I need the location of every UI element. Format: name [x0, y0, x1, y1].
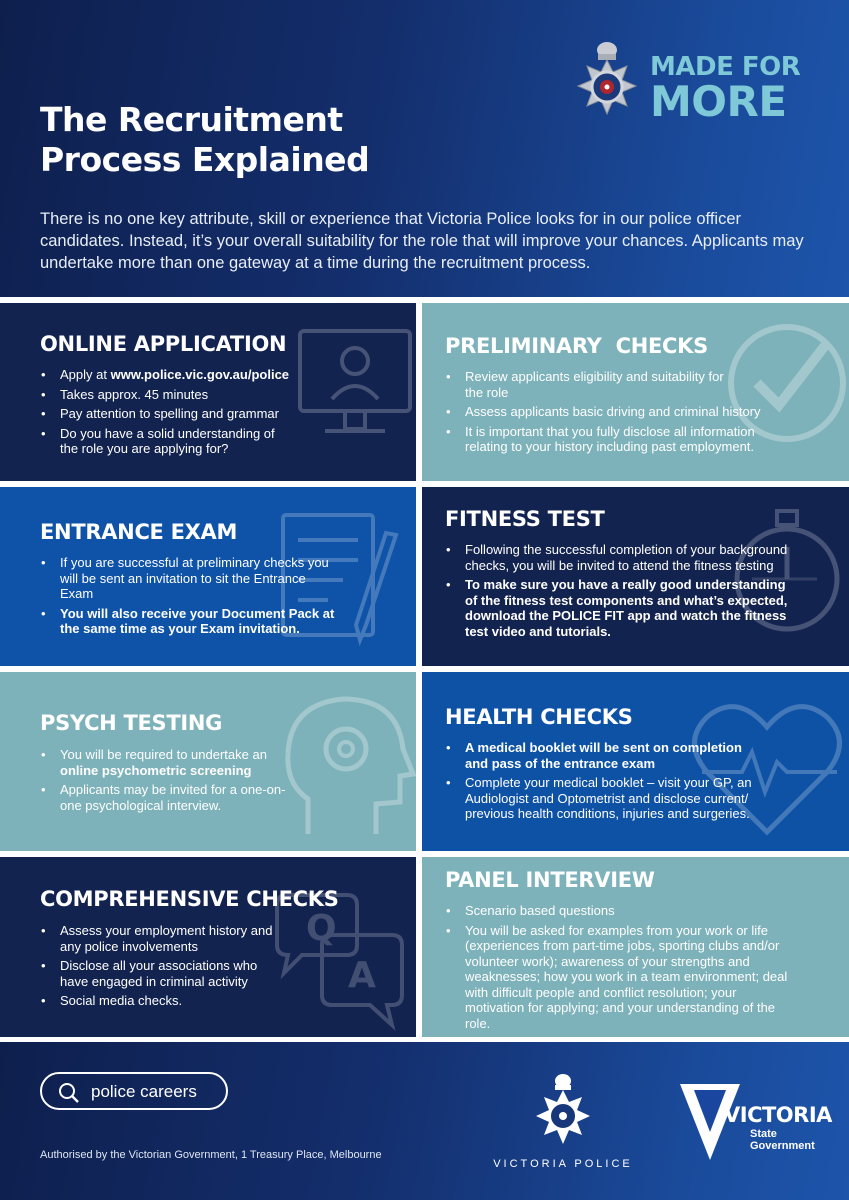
victoria-police-logo — [491, 1072, 635, 1170]
victoria-state-government-logo — [680, 1080, 832, 1180]
section-comprehensive-checks — [0, 857, 416, 1037]
list-item: • Takes approx. 45 minutes — [40, 387, 340, 403]
list-item: • Apply at www.police.vic.gov.au/police — [40, 367, 340, 383]
section-psych-testing — [0, 672, 416, 851]
section-title: PSYCH TESTING — [40, 711, 223, 735]
brand-line-1: MADE FOR — [650, 52, 801, 82]
list-item: • To make sure you have a really good understanding of the fitness test components and what’s expected, download the POLICE FIT app and watch the fitness test video and tutorials. — [445, 577, 795, 639]
footer-banner — [0, 1042, 849, 1200]
section-title: ENTRANCE EXAM — [40, 520, 238, 544]
search-text: police careers — [91, 1082, 197, 1101]
state-government-text: State Government — [750, 1128, 815, 1152]
list-item: • You will be required to undertake an online psychometric screening — [40, 747, 300, 778]
section-list — [445, 369, 790, 459]
made-for-more-logo — [570, 38, 820, 133]
search-pill[interactable] — [40, 1072, 228, 1110]
section-list — [40, 923, 280, 1013]
section-preliminary-checks — [422, 303, 849, 481]
section-title: PRELIMINARY CHECKS — [445, 334, 708, 358]
list-item: • If you are successful at preliminary checks you will be sent an invitation to sit the Entrance Exam — [40, 555, 340, 602]
title-line-2: Process Explained — [40, 140, 370, 179]
section-title: HEALTH CHECKS — [445, 705, 633, 729]
title-line-1: The Recruitment — [40, 100, 343, 139]
page-title — [40, 100, 460, 180]
section-list — [445, 903, 795, 1035]
list-item: • It is important that you fully disclose all information relating to your history including past employment. — [445, 424, 790, 455]
list-item: • Do you have a solid understanding of the role you are applying for? — [40, 426, 280, 457]
brand-text — [650, 52, 801, 126]
list-item: • Complete your medical booklet – visit your GP, an Audiologist and Optometrist and disclose current/ previous health conditions, injuries and surgeries. — [445, 775, 795, 822]
police-badge-icon — [570, 38, 644, 128]
section-title: FITNESS TEST — [445, 507, 605, 531]
section-title: COMPREHENSIVE CHECKS — [40, 887, 339, 911]
brand-line-2: MORE — [650, 77, 787, 126]
section-health-checks — [422, 672, 849, 851]
list-item: • Assess your employment history and any police involvements — [40, 923, 280, 954]
list-item: • Applicants may be invited for a one-on-one psychological interview. — [40, 782, 305, 813]
police-star-badge-icon — [528, 1072, 598, 1152]
list-item: • Social media checks. — [40, 993, 280, 1009]
section-list — [40, 555, 340, 641]
section-fitness-test — [422, 487, 849, 666]
svg-text:Q: Q — [306, 908, 337, 949]
section-list — [40, 747, 320, 817]
victoria-police-label: VICTORIA POLICE — [493, 1158, 633, 1170]
header-banner — [0, 0, 849, 297]
list-item: • Review applicants eligibility and suitability for the role — [445, 369, 735, 400]
list-item: • Scenario based questions — [445, 903, 795, 919]
list-item: • Pay attention to spelling and grammar — [40, 406, 340, 422]
list-item: • Assess applicants basic driving and criminal history — [445, 404, 790, 420]
section-online-application — [0, 303, 416, 481]
search-icon — [58, 1082, 80, 1104]
section-panel-interview — [422, 857, 849, 1037]
section-entrance-exam — [0, 487, 416, 666]
section-list — [445, 740, 795, 826]
list-item: • You will be asked for examples from your work or life (experiences from part-time jobs, sporting clubs and/or volunteer work); awareness of your strengths and weaknesses; how you work in a team environment; deal with difficult people and conflict resolution; your motivation for applying; and your understanding of the role. — [445, 923, 790, 1032]
list-item: • Disclose all your associations who have engaged in criminal activity — [40, 958, 280, 989]
section-title: ONLINE APPLICATION — [40, 332, 287, 356]
section-list — [40, 367, 340, 461]
list-item: • Following the successful completion of your background checks, you will be invited to attend the fitness testing — [445, 542, 795, 573]
intro-paragraph: There is no one key attribute, skill or experience that Victoria Police looks for in our police officer candidates. Instead, it’s your overall suitability for the role that will improve your chances. Applicants may undertake more than one gateway at a time during the recruitment process. — [40, 210, 804, 272]
authorisation-text: Authorised by the Victorian Government, 1 Treasury Place, Melbourne — [40, 1149, 382, 1161]
section-list — [445, 542, 795, 643]
website-link[interactable]: www.police.vic.gov.au/police — [110, 367, 290, 382]
svg-text:A: A — [348, 955, 376, 996]
list-item: • You will also receive your Document Pack at the same time as your Exam invitation. — [40, 606, 340, 637]
section-title: PANEL INTERVIEW — [445, 868, 655, 892]
victoria-wordmark: VICTORIA — [724, 1103, 832, 1127]
list-item: • A medical booklet will be sent on completion and pass of the entrance exam — [445, 740, 765, 771]
